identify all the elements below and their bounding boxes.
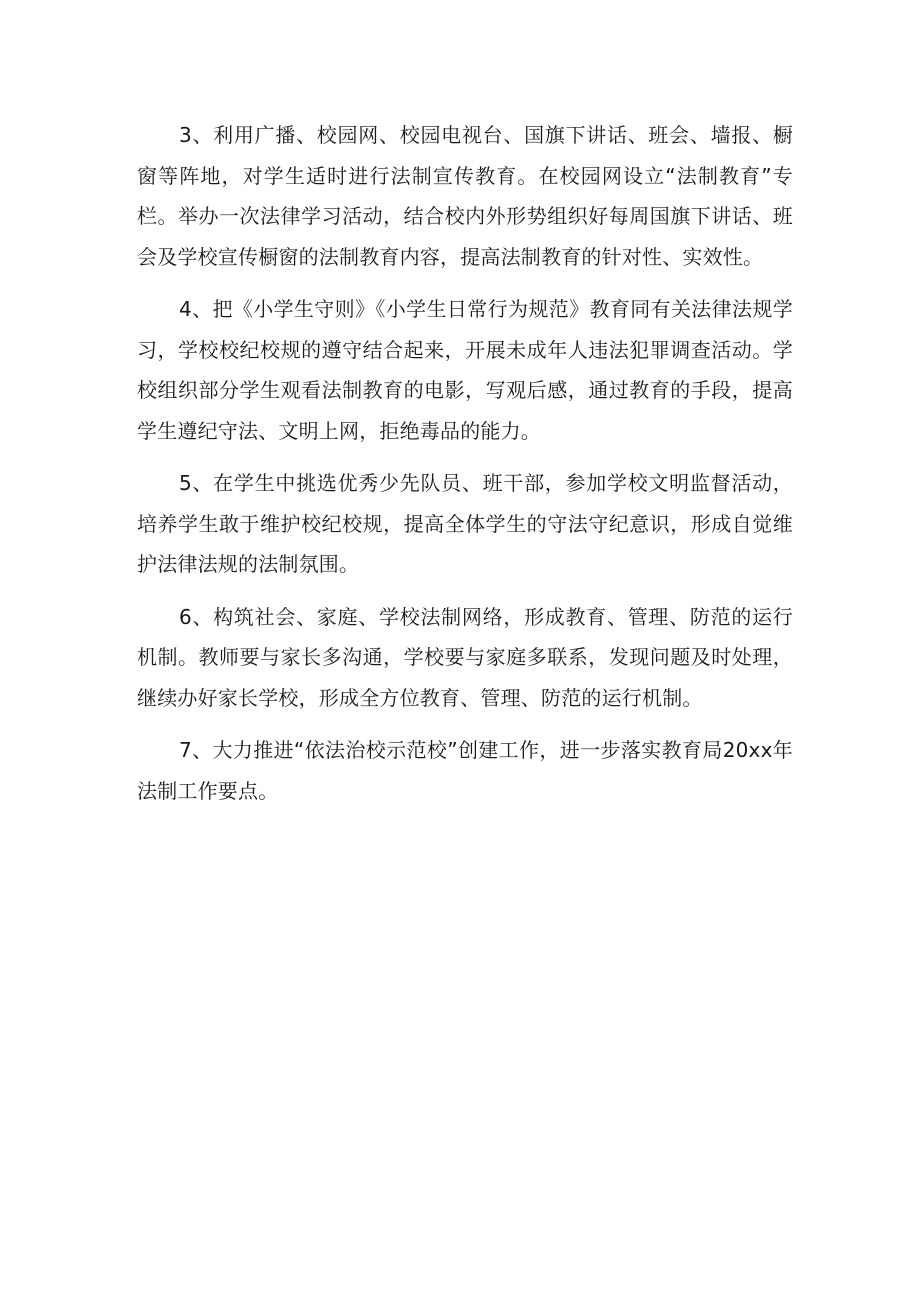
paragraph-item-7: 7、大力推进“依法治校示范校”创建工作，进一步落实教育局20xx年法制工作要点。 — [137, 738, 793, 803]
paragraph-item-5: 5、在学生中挑选优秀少先队员、班干部，参加学校文明监督活动，培养学生敢于维护校纪校规，提高全体学生的守法守纪意识，形成自觉维护法律法规的法制氛围。 — [137, 471, 793, 576]
paragraph-item-6: 6、构筑社会、家庭、学校法制网络，形成教育、管理、防范的运行机制。教师要与家长多沟通，学校要与家庭多联系，发现问题及时处理，继续办好家长学校，形成全方位教育、管理、防范的运行机制。 — [137, 604, 793, 710]
document-body — [137, 115, 793, 823]
paragraph-item-4: 4、把《小学生守则》《小学生日常行为规范》教育同有关法律法规学习，学校校纪校规的遵守结合起来，开展未成年人违法犯罪调查活动。学校组织部分学生观看法制教育的电影，写观后感，通过教育的手段，提高学生遵纪守法、文明上网，拒绝毒品的能力。 — [137, 297, 793, 443]
paragraph-item-3: 3、利用广播、校园网、校园电视台、国旗下讲话、班会、墙报、橱窗等阵地，对学生适时进行法制宣传教育。在校园网设立“法制教育”专栏。举办一次法律学习活动，结合校内外形势组织好每周国旗下讲话、班会及学校宣传橱窗的法制教育内容，提高法制教育的针对性、实效性。 — [137, 123, 793, 269]
